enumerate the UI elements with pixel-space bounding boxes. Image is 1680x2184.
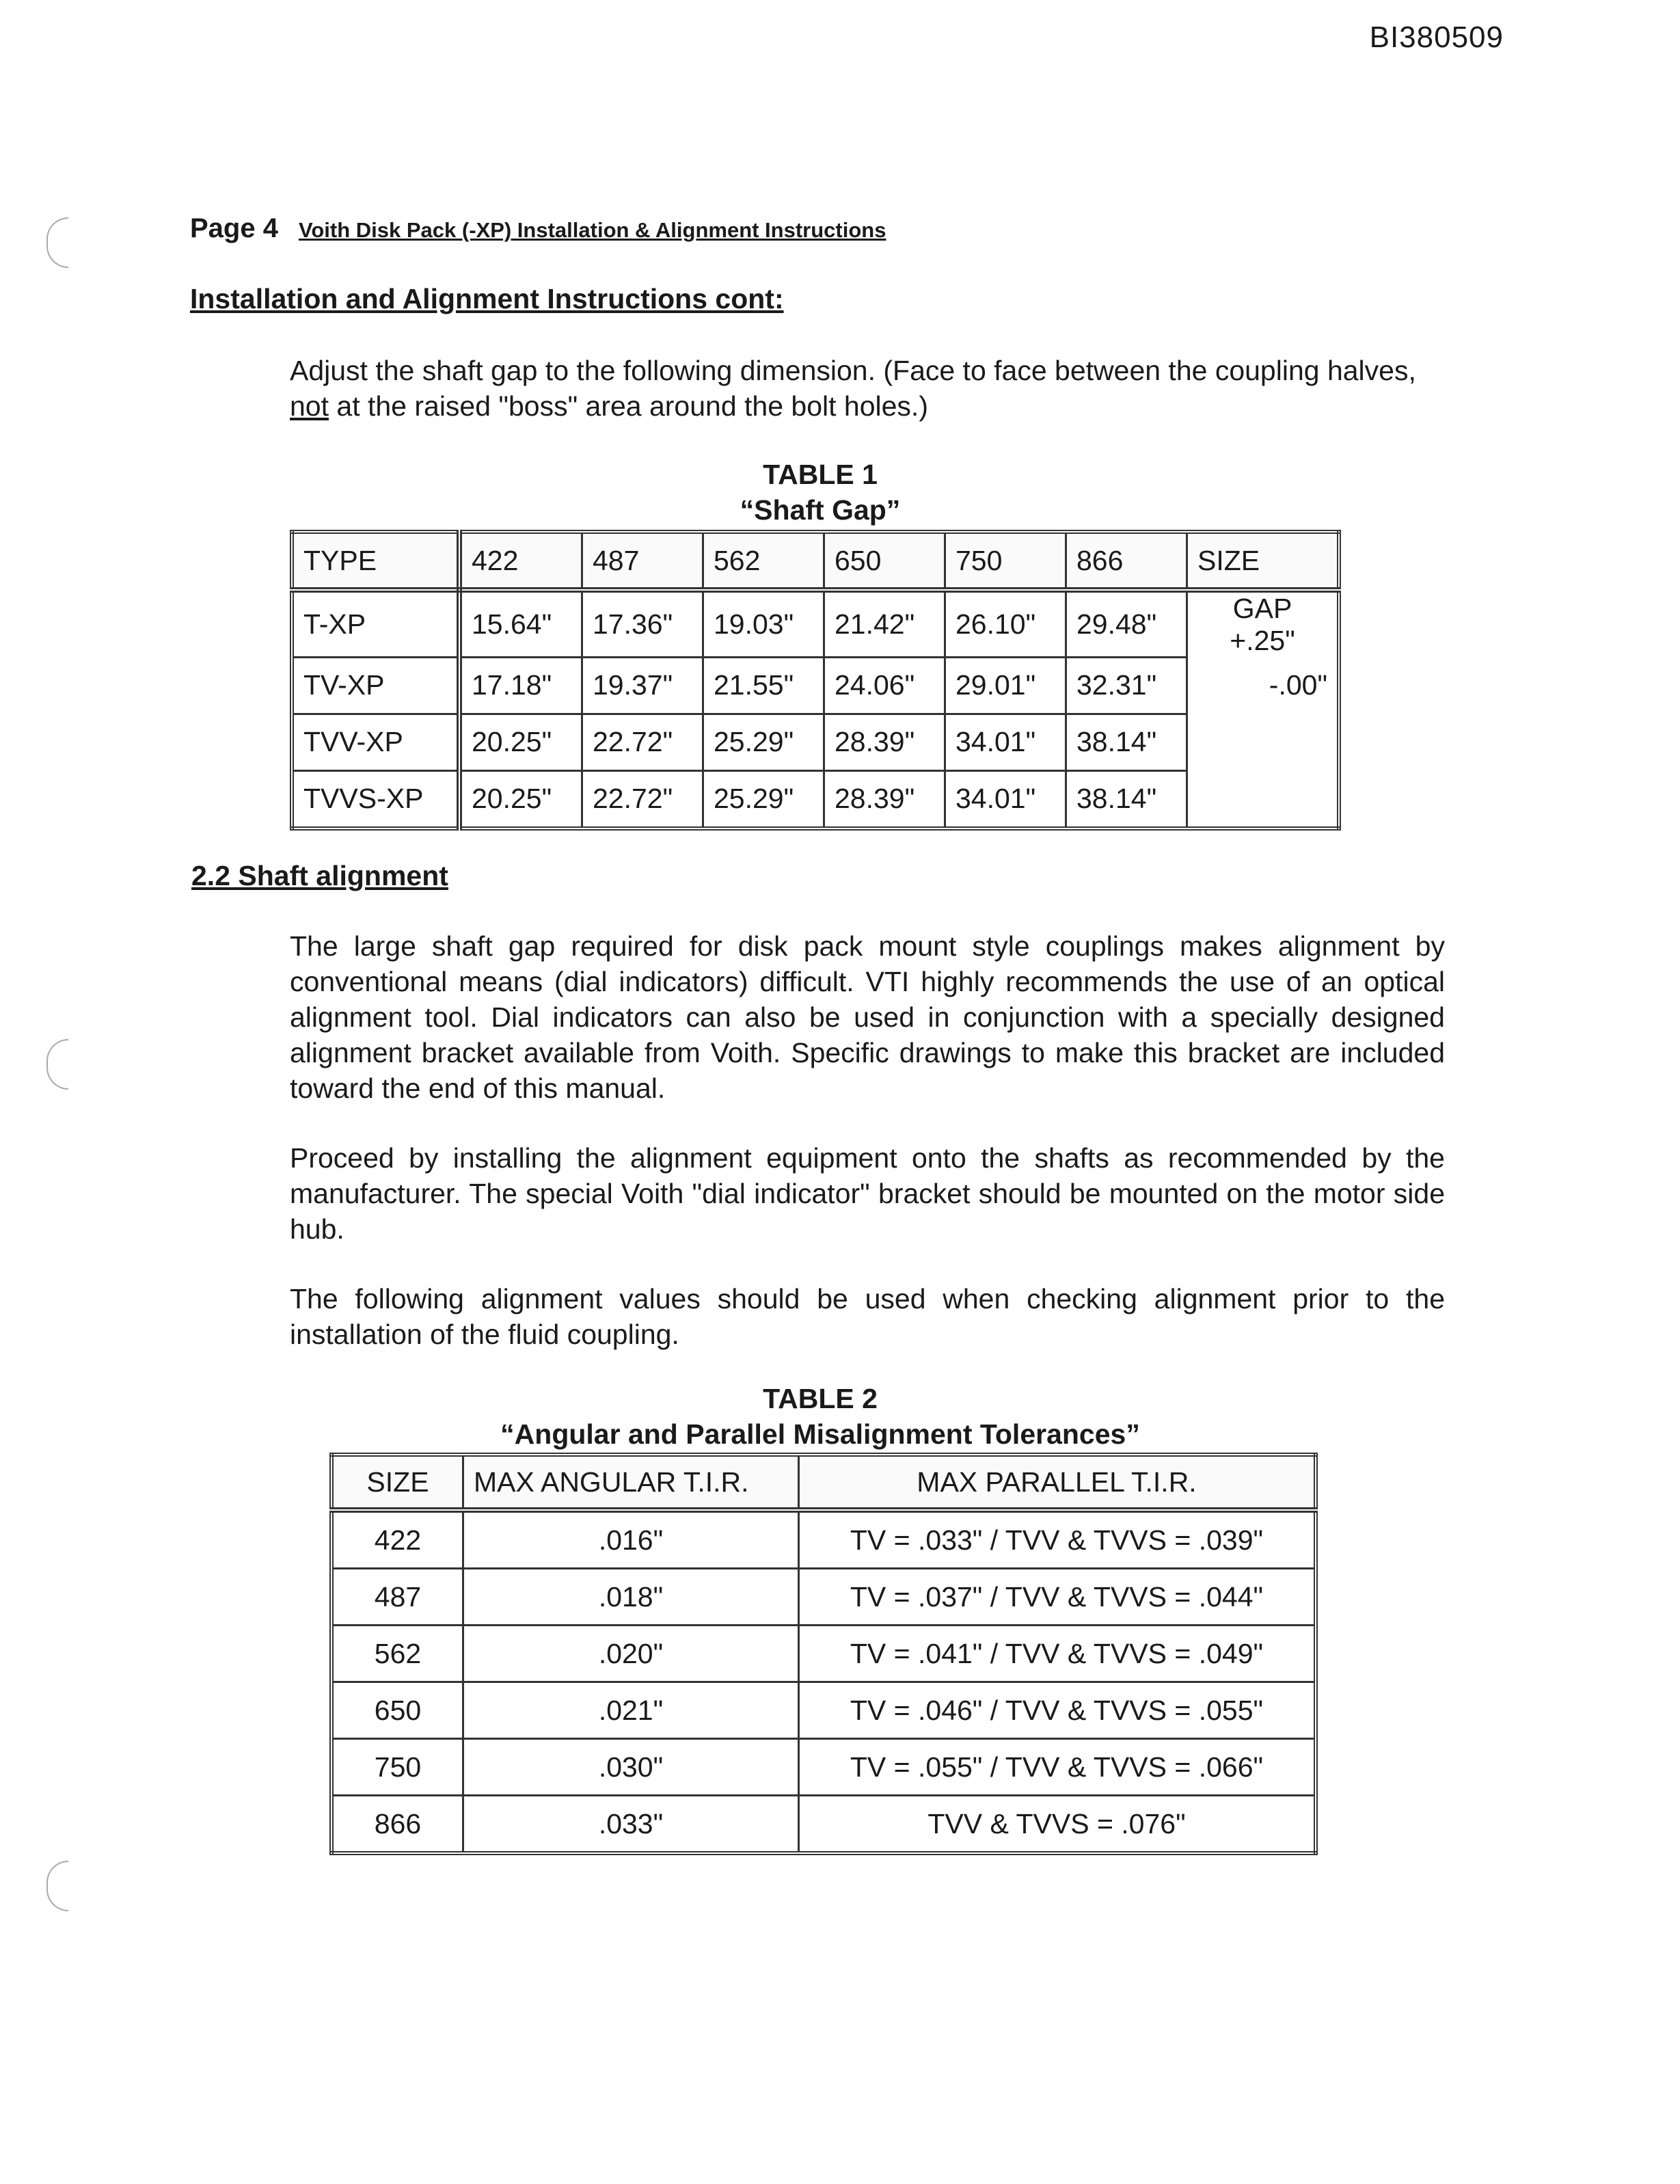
gap-value-cell: 21.42" (824, 590, 945, 657)
size-cell: 866 (331, 1796, 463, 1854)
table1-caption: TABLE 1 (763, 459, 878, 490)
margin-punch-mark (46, 217, 68, 268)
table1-caption-block (683, 457, 957, 528)
table-row (331, 1510, 1316, 1569)
angular-cell: .033" (463, 1796, 799, 1854)
table-row (331, 1569, 1316, 1626)
instruction-line-2 (290, 388, 1445, 424)
header-cell-size: SIZE (1187, 532, 1340, 590)
table1-title: “Shaft Gap” (740, 494, 901, 526)
size-cell: 422 (331, 1510, 463, 1569)
gap-value-cell: 19.03" (703, 590, 824, 657)
gap-value-cell: 24.06" (824, 657, 945, 714)
shaft-gap-table (290, 530, 1341, 831)
table-row (292, 770, 1339, 828)
parallel-cell: TV = .055" / TVV & TVVS = .066" (799, 1739, 1316, 1796)
header-cell-866: 866 (1066, 532, 1187, 590)
instruction-line-2-rest: at the raised "boss" area around the bolt holes.) (329, 390, 928, 422)
header-cell-562: 562 (703, 532, 824, 590)
table-row (331, 1796, 1316, 1854)
page-subtitle: Voith Disk Pack (-XP) Installation & Alignment Instructions (298, 218, 886, 242)
page-label: Page 4 (190, 213, 278, 243)
document-id: BI380509 (1369, 21, 1504, 54)
size-cell: 750 (331, 1739, 463, 1796)
alignment-paragraph-3: The following alignment values should be used when checking alignment prior to the installation of the fluid coupling. (290, 1283, 1445, 1350)
size-cell: 562 (331, 1626, 463, 1682)
gap-tolerance-empty (1187, 714, 1340, 770)
gap-value-cell: 20.25" (459, 770, 582, 828)
gap-value-cell: 15.64" (459, 590, 582, 657)
gap-value-cell: 38.14" (1066, 770, 1187, 828)
header-cell-parallel: MAX PARALLEL T.I.R. (799, 1455, 1316, 1510)
header-cell-size: SIZE (331, 1455, 463, 1510)
section-heading-shaft-alignment: 2.2 Shaft alignment (191, 860, 448, 891)
table-row (292, 714, 1339, 770)
margin-punch-mark (46, 1861, 68, 1911)
gap-tolerance-minus: -.00" (1187, 657, 1340, 714)
gap-value-cell: 22.72" (582, 770, 703, 828)
gap-value-cell: 29.01" (945, 657, 1066, 714)
section-heading-installation: Installation and Alignment Instructions cont: (190, 283, 784, 314)
underlined-word: not (290, 390, 329, 422)
parallel-cell: TV = .046" / TVV & TVVS = .055" (799, 1682, 1316, 1739)
instruction-line-1: Adjust the shaft gap to the following dimension. (Face to face between the coupling halves, (290, 355, 1416, 386)
gap-value-cell: 28.39" (824, 714, 945, 770)
margin-punch-mark (46, 1039, 68, 1090)
gap-tolerance-empty (1187, 770, 1340, 828)
alignment-paragraph-1: The large shaft gap required for disk pack mount style couplings makes alignment by conventional means (dial indicators) difficult. VTI highly recommends the use of an optical alignment tool. Dial indicators can also be used in conjunction with a specially designed alignment bracket available from Voith. Specific drawings to make this bracket are included toward the end of this manual. (290, 930, 1445, 1104)
gap-value-cell: 34.01" (945, 770, 1066, 828)
table-row (292, 657, 1339, 714)
gap-value-cell: 17.36" (582, 590, 703, 657)
table-row (331, 1626, 1316, 1682)
gap-tolerance-plus: GAP +.25" (1187, 590, 1340, 657)
page-header (190, 213, 886, 244)
gap-value-cell: 20.25" (459, 714, 582, 770)
parallel-cell: TV = .041" / TVV & TVVS = .049" (799, 1626, 1316, 1682)
type-cell: T-XP (292, 590, 459, 657)
angular-cell: .018" (463, 1569, 799, 1626)
header-cell-750: 750 (945, 532, 1066, 590)
size-cell: 650 (331, 1682, 463, 1739)
table-row (331, 1682, 1316, 1739)
gap-value-cell: 17.18" (459, 657, 582, 714)
table-row (292, 590, 1339, 657)
gap-value-cell: 29.48" (1066, 590, 1187, 657)
table2-caption-block (410, 1381, 1230, 1452)
angular-cell: .030" (463, 1739, 799, 1796)
parallel-cell: TVV & TVVS = .076" (799, 1796, 1316, 1854)
gap-value-cell: 21.55" (703, 657, 824, 714)
gap-value-cell: 22.72" (582, 714, 703, 770)
gap-value-cell: 34.01" (945, 714, 1066, 770)
type-cell: TVVS-XP (292, 770, 459, 828)
alignment-paragraph-2: Proceed by installing the alignment equipment onto the shafts as recommended by the manufacturer. The special Voith "dial indicator" bracket should be mounted on the motor side hub. (290, 1142, 1445, 1245)
gap-value-cell: 25.29" (703, 714, 824, 770)
gap-value-cell: 38.14" (1066, 714, 1187, 770)
table2-caption: TABLE 2 (763, 1383, 878, 1414)
parallel-cell: TV = .037" / TVV & TVVS = .044" (799, 1569, 1316, 1626)
table2-title: “Angular and Parallel Misalignment Tolerances” (500, 1418, 1140, 1450)
gap-value-cell: 32.31" (1066, 657, 1187, 714)
shaft-gap-instructions (290, 353, 1445, 424)
parallel-cell: TV = .033" / TVV & TVVS = .039" (799, 1510, 1316, 1569)
table-header-row (331, 1455, 1316, 1510)
angular-cell: .016" (463, 1510, 799, 1569)
angular-cell: .020" (463, 1626, 799, 1682)
size-cell: 487 (331, 1569, 463, 1626)
table-row (331, 1739, 1316, 1796)
header-cell-487: 487 (582, 532, 703, 590)
type-cell: TV-XP (292, 657, 459, 714)
misalignment-tolerance-table (329, 1453, 1318, 1855)
header-cell-angular: MAX ANGULAR T.I.R. (463, 1455, 799, 1510)
type-cell: TVV-XP (292, 714, 459, 770)
header-cell-422: 422 (459, 532, 582, 590)
gap-value-cell: 26.10" (945, 590, 1066, 657)
header-cell-type: TYPE (292, 532, 459, 590)
gap-value-cell: 25.29" (703, 770, 824, 828)
table-header-row (292, 532, 1339, 590)
gap-value-cell: 28.39" (824, 770, 945, 828)
gap-value-cell: 19.37" (582, 657, 703, 714)
angular-cell: .021" (463, 1682, 799, 1739)
header-cell-650: 650 (824, 532, 945, 590)
